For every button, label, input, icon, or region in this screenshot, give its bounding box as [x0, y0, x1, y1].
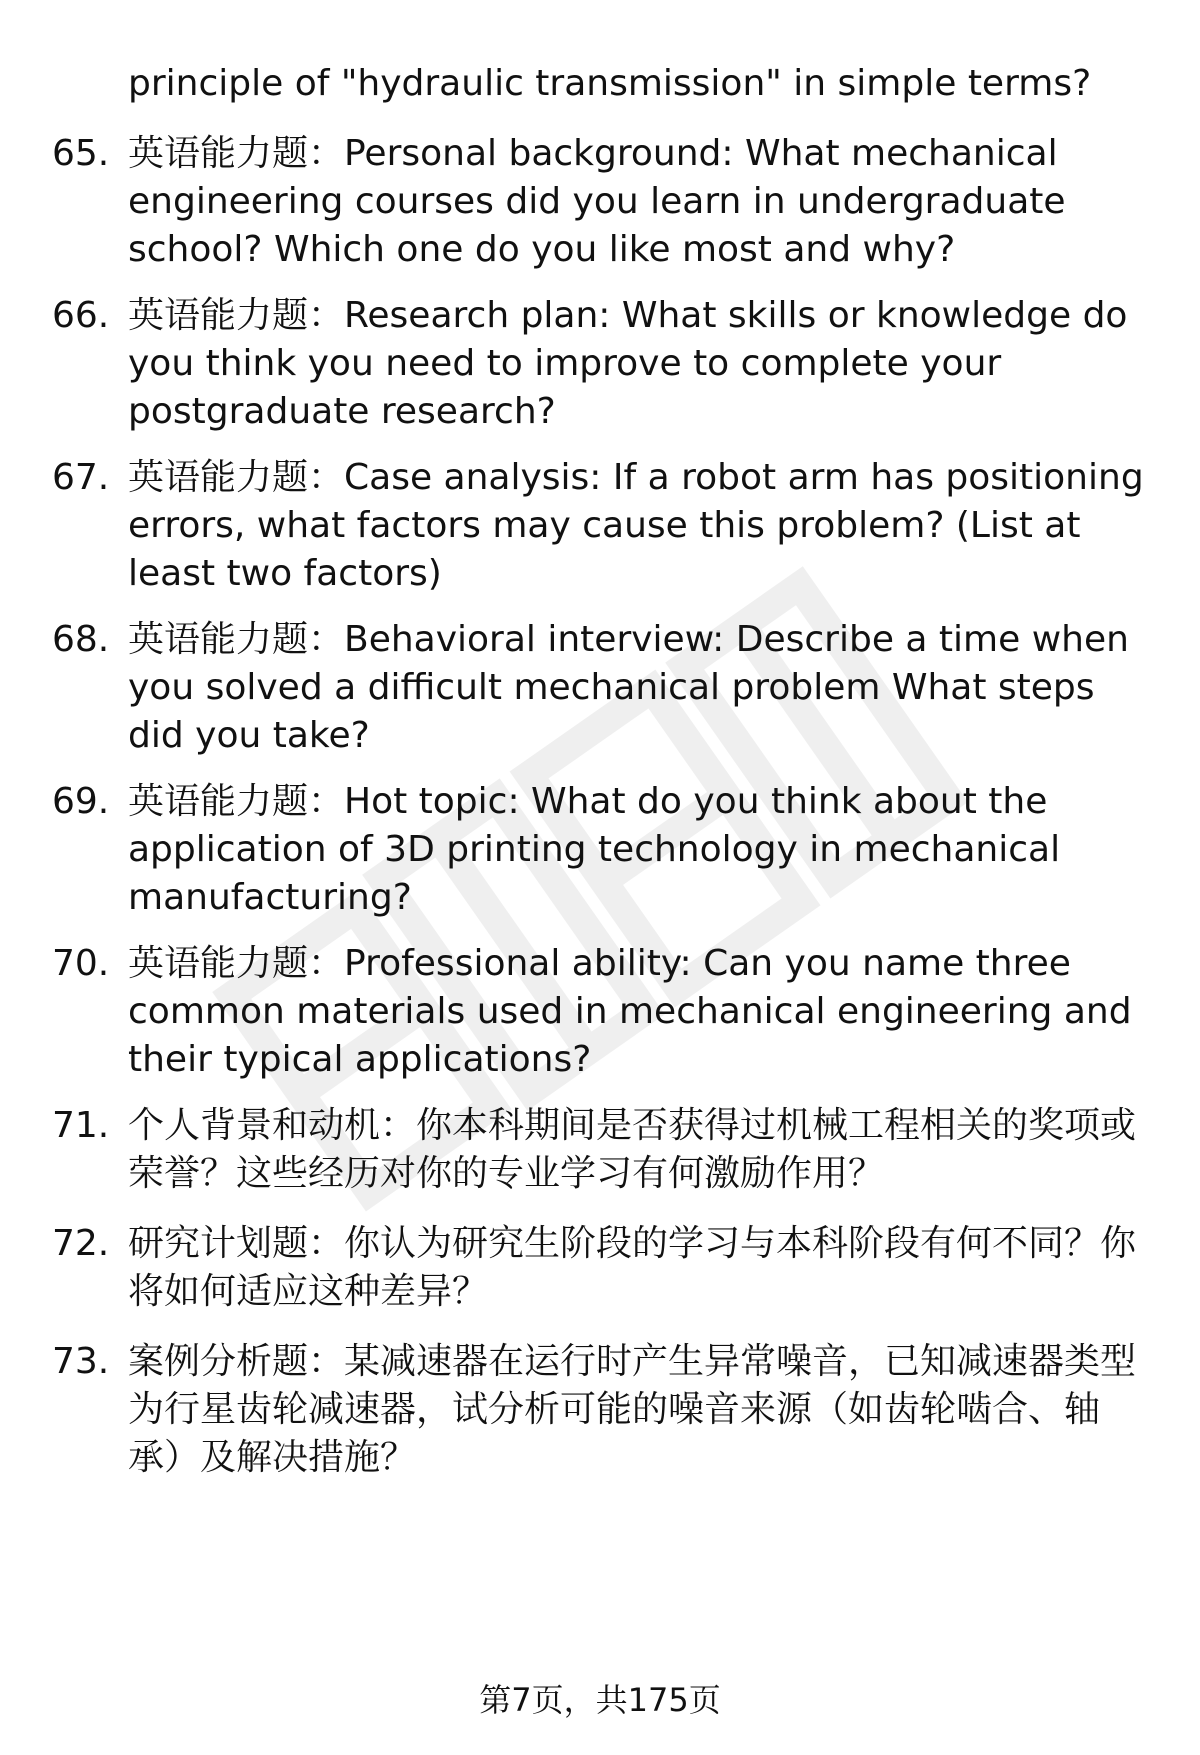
- question-number: 67.: [52, 457, 110, 498]
- question-text: 英语能力题：Research plan: What skills or knowledge do you think you need to improve to complete your postgraduate research?: [128, 295, 1128, 432]
- question-number: 69.: [52, 781, 110, 822]
- question-number: 71.: [52, 1105, 110, 1146]
- question-text: 英语能力题：Professional ability: Can you name three common materials used in mechanical engineering and their typical applications?: [128, 943, 1132, 1080]
- question-number: 68.: [52, 619, 110, 660]
- page-footer: 第7页，共175页: [479, 1681, 721, 1719]
- question-number: 66.: [52, 295, 110, 336]
- question-text: 英语能力题：Behavioral interview: Describe a time when you solved a difficult mechanical problem What steps did you take?: [128, 619, 1129, 756]
- question-number: 73.: [52, 1341, 110, 1382]
- question-text: 英语能力题：Case analysis: If a robot arm has positioning errors, what factors may cause this problem? (List at least two factors): [128, 457, 1144, 594]
- question-text: 研究计划题：你认为研究生阶段的学习与本科阶段有何不同？你将如何适应这种差异？: [128, 1223, 1137, 1312]
- question-number: 70.: [52, 943, 110, 984]
- question-text: 案例分析题：某减速器在运行时产生异常噪音，已知减速器类型为行星齿轮减速器，试分析可能的噪音来源（如齿轮啮合、轴承）及解决措施？: [128, 1341, 1137, 1478]
- question-number: 65.: [52, 133, 110, 174]
- question-continuation: principle of "hydraulic transmission" in simple terms?: [128, 63, 1092, 104]
- question-number: 72.: [52, 1223, 110, 1264]
- question-text: 个人背景和动机：你本科期间是否获得过机械工程相关的奖项或荣誉？这些经历对你的专业学习有何激励作用？: [128, 1105, 1137, 1194]
- question-text: 英语能力题：Personal background: What mechanical engineering courses did you learn in undergraduate school? Which one do you like most and why?: [128, 133, 1066, 270]
- question-text: 英语能力题：Hot topic: What do you think about the application of 3D printing technology in mechanical manufacturing?: [128, 781, 1061, 918]
